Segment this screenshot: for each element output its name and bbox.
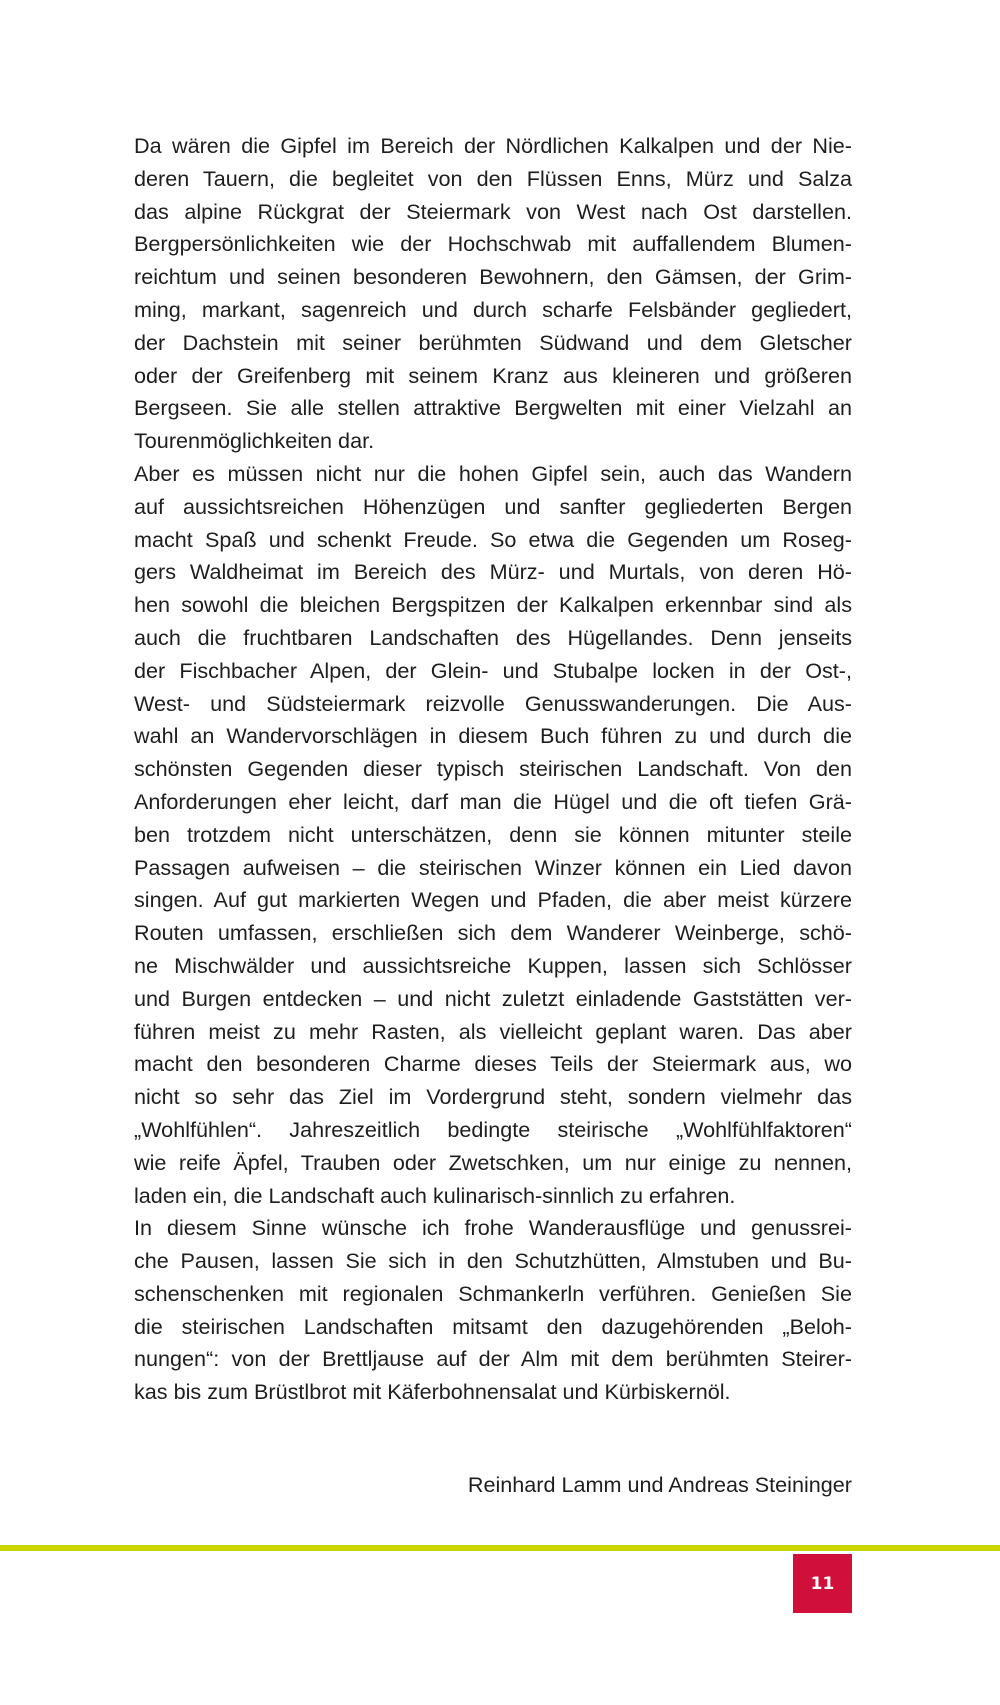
text-line: oder der Greifenberg mit seinem Kranz aus kleineren und größeren [134,362,852,388]
text-line: wahl an Wandervorschlägen in diesem Buch führen zu und durch die [134,723,852,749]
text-line: Tourenmöglichkeiten dar. [134,428,375,454]
text-line: gers Waldheimat im Bereich des Mürz- und Murtals, von deren Hö- [134,559,852,585]
text-line: deren Tauern, die begleitet von den Flüssen Enns, Mürz und Salza [134,165,852,191]
text-line: Passagen aufweisen – die steirischen Winzer können ein Lied davon [134,854,852,880]
page-number-badge [793,1554,852,1613]
text-line: ne Mischwälder und aussichtsreiche Kuppen, lassen sich Schlösser [134,952,852,978]
text-line: hen sowohl die bleichen Bergspitzen der Kalkalpen erkennbar sind als [134,592,852,618]
text-line: ming, markant, sagenreich und durch scharfe Felsbänder gegliedert, [134,296,852,322]
text-line: der Dachstein mit seiner berühmten Südwand und dem Gletscher [134,329,852,355]
page-number: 11 [810,1573,835,1594]
text-line: nungen“: von der Brettljause auf der Alm mit dem berühmten Steirer- [134,1346,852,1372]
paragraph [134,458,852,1212]
text-line: che Pausen, lassen Sie sich in den Schutzhütten, Almstuben und Bu- [134,1248,852,1274]
text-line: die steirischen Landschaften mitsamt den dazugehörenden „Beloh- [134,1313,852,1339]
text-line: kas bis zum Brüstlbrot mit Käferbohnensalat und Kürbiskernöl. [134,1379,731,1405]
text-line: der Fischbacher Alpen, der Glein- und Stubalpe locken in der Ost-, [134,657,852,683]
text-line: nicht so sehr das Ziel im Vordergrund steht, sondern vielmehr das [134,1084,852,1110]
paragraph [134,1212,852,1409]
text-line: Aber es müssen nicht nur die hohen Gipfel sein, auch das Wandern [134,460,852,486]
text-line: das alpine Rückgrat der Steiermark von West nach Ost darstellen. [134,198,852,224]
text-line: schönsten Gegenden dieser typisch steirischen Landschaft. Von den [134,756,852,782]
text-line: schenschenken mit regionalen Schmankerln verführen. Genießen Sie [134,1280,852,1306]
text-line: wie reife Äpfel, Trauben oder Zwetschken, um nur einige zu nennen, [134,1149,852,1175]
text-line: „Wohlfühlen“. Jahreszeitlich bedingte steirische „Wohlfühlfaktoren“ [134,1116,852,1142]
text-line: Routen umfassen, erschließen sich dem Wanderer Weinberge, schö- [134,920,852,946]
paragraph [134,130,852,458]
author-signature: Reinhard Lamm und Andreas Steininger [467,1472,852,1497]
text-line: Anforderungen eher leicht, darf man die Hügel und die oft tiefen Grä- [134,788,852,814]
text-line: Bergpersönlichkeiten wie der Hochschwab mit auffallendem Blumen- [134,231,852,257]
text-line: auch die fruchtbaren Landschaften des Hügellandes. Denn jenseits [134,624,852,650]
text-line: auf aussichtsreichen Höhenzügen und sanfter gegliederten Bergen [134,493,852,519]
footer-rule [0,1545,1000,1551]
text-line: Da wären die Gipfel im Bereich der Nördlichen Kalkalpen und der Nie- [134,133,852,158]
text-line: West- und Südsteiermark reizvolle Genusswanderungen. Die Aus- [134,690,852,716]
text-line: In diesem Sinne wünsche ich frohe Wanderausflüge und genussrei- [134,1215,852,1241]
text-line: reichtum und seinen besonderen Bewohnern, den Gämsen, der Grim- [134,264,852,290]
text-line: führen meist zu mehr Rasten, als vielleicht geplant waren. Das aber [134,1018,852,1044]
text-line: laden ein, die Landschaft auch kulinarisch-sinnlich zu erfahren. [134,1182,736,1208]
text-line: ben trotzdem nicht unterschätzen, denn sie können mitunter steile [134,821,852,847]
text-line: singen. Auf gut markierten Wegen und Pfaden, die aber meist kürzere [134,887,852,913]
body-text [134,130,852,1409]
text-line: Bergseen. Sie alle stellen attraktive Bergwelten mit einer Vielzahl an [134,395,852,421]
text-line: macht Spaß und schenkt Freude. So etwa die Gegenden um Roseg- [134,526,852,552]
text-line: macht den besonderen Charme dieses Teils der Steiermark aus, wo [134,1051,852,1077]
text-line: und Burgen entdecken – und nicht zuletzt einladende Gaststätten ver- [134,985,852,1011]
